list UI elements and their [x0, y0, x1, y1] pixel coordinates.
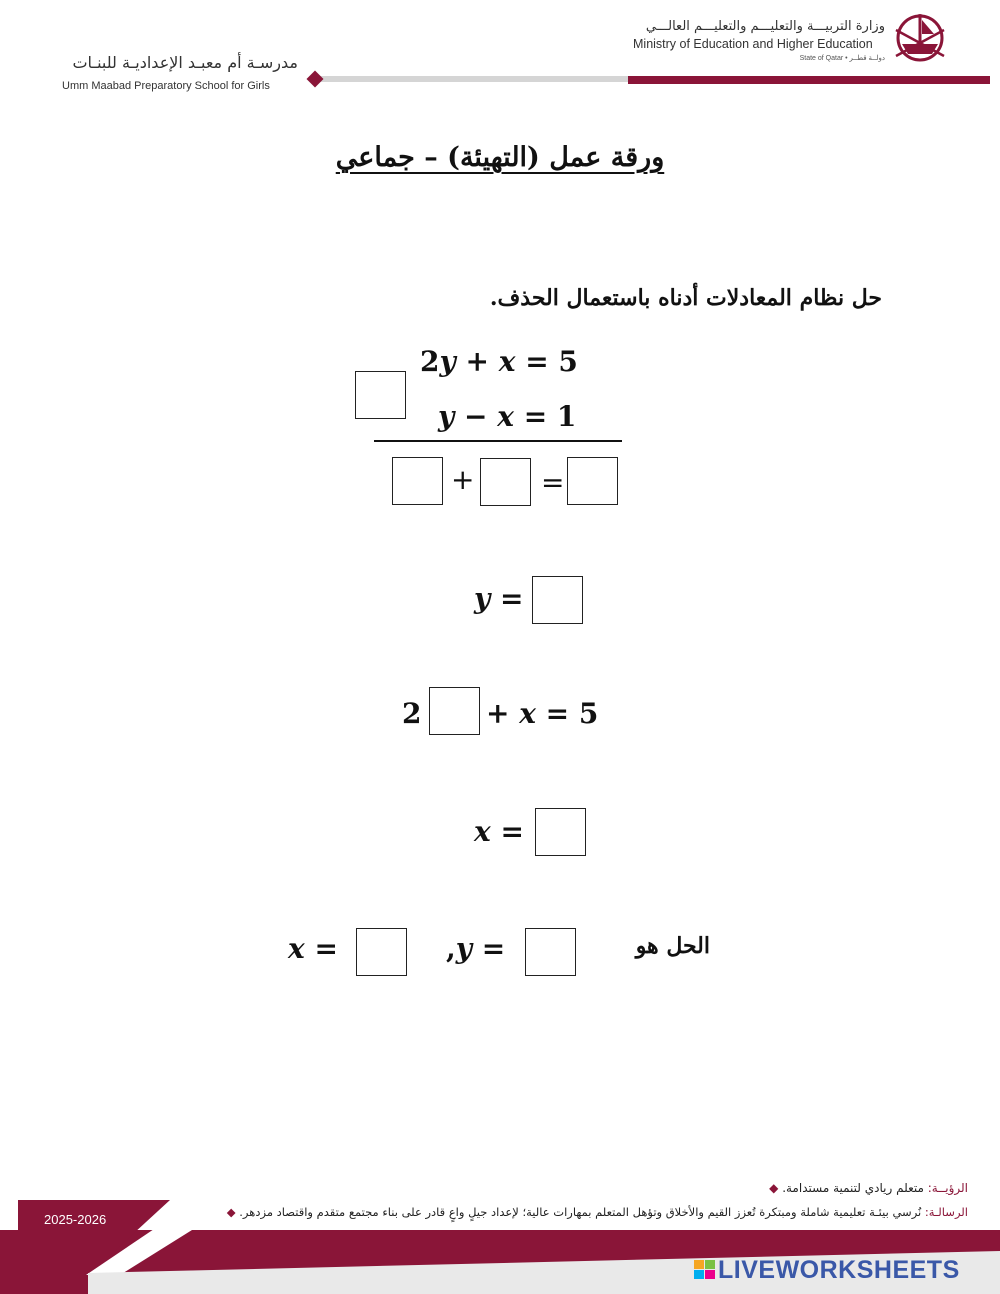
header-accent-bar — [628, 76, 990, 84]
solution-x-label: x = — [288, 932, 338, 965]
ministry-name-en: Ministry of Education and Higher Education — [633, 37, 873, 51]
liveworksheets-watermark: LIVEWORKSHEETS — [718, 1256, 960, 1284]
qatar-emblem-icon — [888, 4, 952, 68]
sum-term-1-box[interactable] — [392, 457, 443, 505]
sum-line — [374, 440, 622, 442]
equation-1: 2y + x = 5 — [420, 345, 578, 378]
solution-label: الحل هو — [635, 933, 710, 959]
sum-term-2-box[interactable] — [480, 458, 531, 506]
y-value-box[interactable] — [532, 576, 583, 624]
substitution-box[interactable] — [429, 687, 480, 735]
footer-mission: الرسالـة: نُرسي بيئـة تعليمية شاملة ومبتكرة تُعزز القيم والأخلاق وتؤهل المتعلم بمهارات عالية؛ لإعداد جيلٍ واعٍ قادر على بناء مجتمع متقدم واقتصاد مزدهر. ◆ — [226, 1205, 968, 1219]
academic-year: 2025-2026 — [44, 1212, 107, 1227]
plus-sign: + — [451, 463, 475, 496]
ministry-name-ar: وزارة التربيـــة والتعليـــم والتعليـــم العالـــي — [645, 19, 885, 34]
sum-result-box[interactable] — [567, 457, 618, 505]
school-name-en: Umm Maabad Preparatory School for Girls — [62, 80, 270, 92]
x-value-box[interactable] — [535, 808, 586, 856]
substitution-rest: + x = 5 — [486, 697, 599, 730]
solution-y-box[interactable] — [525, 928, 576, 976]
school-name-ar: مدرسـة أم معبـد الإعداديـة للبنـات — [72, 53, 298, 72]
x-equals-label: x = — [474, 815, 524, 848]
equals-sign: = — [541, 466, 565, 499]
instruction-text: حل نظام المعادلات أدناه باستعمال الحذف. — [489, 285, 882, 311]
footer-vision: الرؤيــة: متعلم ريادي لتنمية مستدامة. ◆ — [769, 1181, 968, 1195]
diamond-icon — [307, 71, 324, 88]
solution-x-box[interactable] — [356, 928, 407, 976]
equation-2: y − x = 1 — [438, 400, 577, 433]
header-divider — [318, 76, 630, 82]
state-label: State of Qatar • دولــة قطــر — [799, 55, 885, 62]
worksheet-title: ورقة عمل (التهيئة) – جماعي — [335, 142, 665, 173]
operation-answer-box[interactable] — [355, 371, 406, 419]
y-equals-label: y = — [474, 582, 524, 615]
substitution-coef: 2 — [402, 697, 422, 730]
solution-y-label: ,y = — [446, 932, 506, 965]
